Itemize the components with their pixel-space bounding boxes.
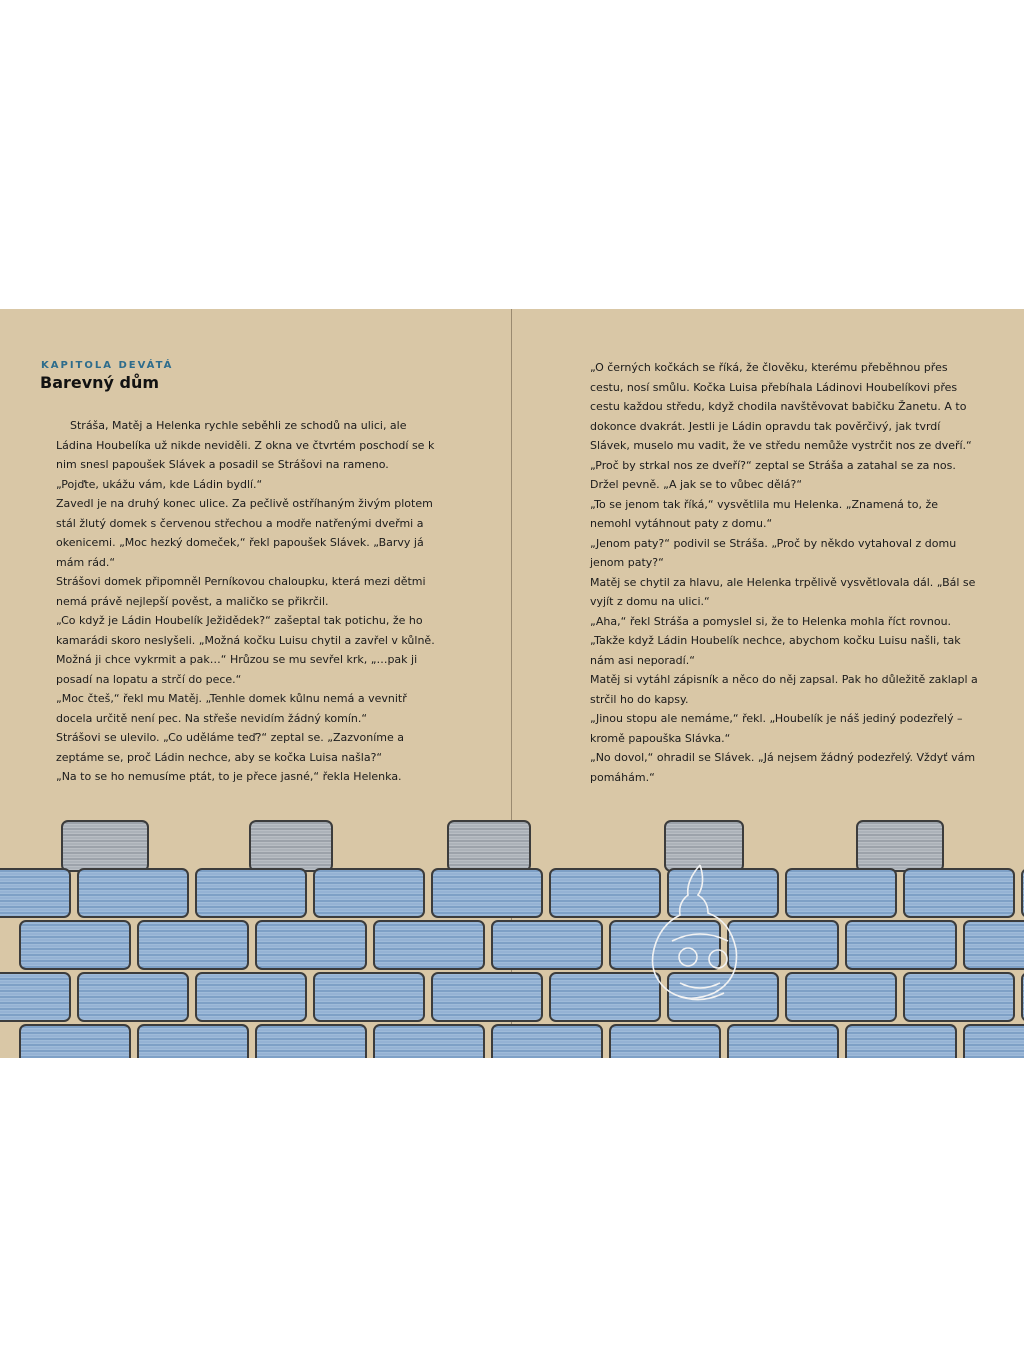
paragraph: „No dovol,“ ohradil se Slávek. „Já nejsem žádný podezřelý. Vždyť vám pomáhám.“ (590, 751, 976, 784)
wall-brick (904, 869, 1014, 917)
merlon-brick (857, 821, 943, 871)
wall-brick (138, 1025, 248, 1058)
paragraph: „Proč by strkal nos ze dveří?“ zeptal se Stráša a zatahal se za nos. Držel pevně. „A jak se to vůbec dělá?“ (590, 458, 956, 491)
wall-brick (964, 1025, 1024, 1058)
paragraph: Stráša, Matěj a Helenka rychle seběhli ze schodů na ulici, ale Ládina Houbelíka už nikde neviděli. Z okna ve čtvrtém poschodí se k nim snesl papoušek Slávek a posadil se Strášovi na rameno. (56, 419, 435, 471)
wall-brick (610, 921, 720, 969)
wall-brick (374, 921, 484, 969)
paragraph: Strášovi domek připomněl Perníkovou chaloupku, která mezi dětmi nemá právě nejlepší pověst, a maličko se přikrčil. (56, 575, 426, 608)
wall-brick (550, 973, 660, 1021)
wall-brick (668, 869, 778, 917)
wall-brick (786, 973, 896, 1021)
wall-brick (492, 921, 602, 969)
wall-brick (728, 921, 838, 969)
wall-brick (846, 1025, 956, 1058)
wall-brick (20, 1025, 130, 1058)
paragraph: „Jinou stopu ale nemáme,“ řekl. „Houbelík je náš jediný podezřelý – kromě papouška Slávka.“ (590, 712, 963, 745)
paragraph: Matěj se chytil za hlavu, ale Helenka trpělivě vysvětlovala dál. „Bál se vyjít z domu na ulici.“ (590, 575, 976, 608)
paragraph: „O černých kočkách se říká, že člověku, kterému přeběhnou přes cestu, nosí smůlu. Kočka Luisa přebíhala Ládinovi Houbelíkovi přes cestu každou středu, když chodila navštěvovat babičku Žanetu. A to dokonce dvakrát. Jestli je Ládin opravdu tak pověrčivý, jak tvrdí Slávek, muselo mu vadit, že ve středu nemůže vystrčit nos ze dveří.“ (590, 361, 972, 452)
paragraph: Strášovi se ulevilo. „Co uděláme teď?“ zeptal se. „Zazvoníme a zeptáme se, proč Ládin nechce, aby se kočka Luisa našla?“ (56, 731, 404, 764)
wall-brick (550, 869, 660, 917)
wall-brick (432, 973, 542, 1021)
paragraph: „Moc čteš,“ řekl mu Matěj. „Tenhle domek kůlnu nemá a vevnitř docela určitě není pec. Na střeše nevidím žádný komín.“ (56, 692, 407, 725)
chapter-kicker: KAPITOLA DEVÁTÁ (41, 360, 174, 371)
wall-brick (374, 1025, 484, 1058)
wall-brick (846, 921, 956, 969)
paragraph: „Jenom paty?“ podivil se Stráša. „Proč by někdo vytahoval z domu jenom paty?“ (590, 536, 957, 569)
wall-brick (904, 973, 1014, 1021)
wall-brick (964, 921, 1024, 969)
wall-brick (78, 869, 188, 917)
wall-brick (610, 1025, 720, 1058)
book-spread (0, 309, 1024, 1058)
wall-brick (314, 869, 424, 917)
paragraph: „Na to se ho nemusíme ptát, to je přece jasné,“ řekla Helenka. (56, 770, 402, 783)
wall-brick (0, 973, 70, 1021)
wall-brick (256, 1025, 366, 1058)
wall-brick (432, 869, 542, 917)
paragraph: „To se jenom tak říká,“ vysvětlila mu Helenka. „Znamená to, že nemohl vytáhnout paty z domu.“ (590, 497, 938, 530)
wall-brick (0, 869, 70, 917)
merlon-brick (62, 821, 148, 871)
brick-wall-illustration (0, 809, 1024, 1058)
wall-brick (78, 973, 188, 1021)
paragraph: „Pojďte, ukážu vám, kde Ládin bydlí.“ (56, 477, 263, 491)
paragraph: Matěj si vytáhl zápisník a něco do něj zapsal. Pak ho důležitě zaklapl a strčil ho do kapsy. (590, 673, 978, 706)
wall-brick (314, 973, 424, 1021)
chapter-title: Barevný dům (40, 373, 160, 392)
left-page-text (56, 416, 436, 787)
wall-brick (138, 921, 248, 969)
right-page-text (590, 358, 980, 787)
wall-brick (256, 921, 366, 969)
paragraph: „Co když je Ládin Houbelík Ježidědek?“ zašeptal tak potichu, že ho kamarádi skoro neslyšeli. „Možná kočku Luisu chytil a zavřel v kůlně. Možná ji chce vykrmit a pak…“ Hrůzou se mu sevřel krk, „…pak ji posadí na lopatu a strčí do pece.“ (56, 614, 435, 686)
wall-brick (196, 973, 306, 1021)
merlon-brick (665, 821, 743, 871)
paragraph: Zavedl je na druhý konec ulice. Za pečlivě ostříhaným živým plotem stál žlutý domek s červenou střechou a modře natřenými dveřmi a okenicemi. „Moc hezký domeček,“ řekl papoušek Slávek. „Barvy já mám rád.“ (56, 497, 433, 569)
merlon-brick (250, 821, 332, 871)
wall-brick (728, 1025, 838, 1058)
wall-brick (196, 869, 306, 917)
wall-brick (20, 921, 130, 969)
wall-brick (786, 869, 896, 917)
wall-brick (492, 1025, 602, 1058)
merlon-brick (448, 821, 530, 871)
paragraph: „Aha,“ řekl Stráša a pomyslel si, že to Helenka mohla říct rovnou. „Takže když Ládin Houbelík nechce, abychom kočku Luisu našli, tak nám asi neporadí.“ (590, 614, 961, 667)
